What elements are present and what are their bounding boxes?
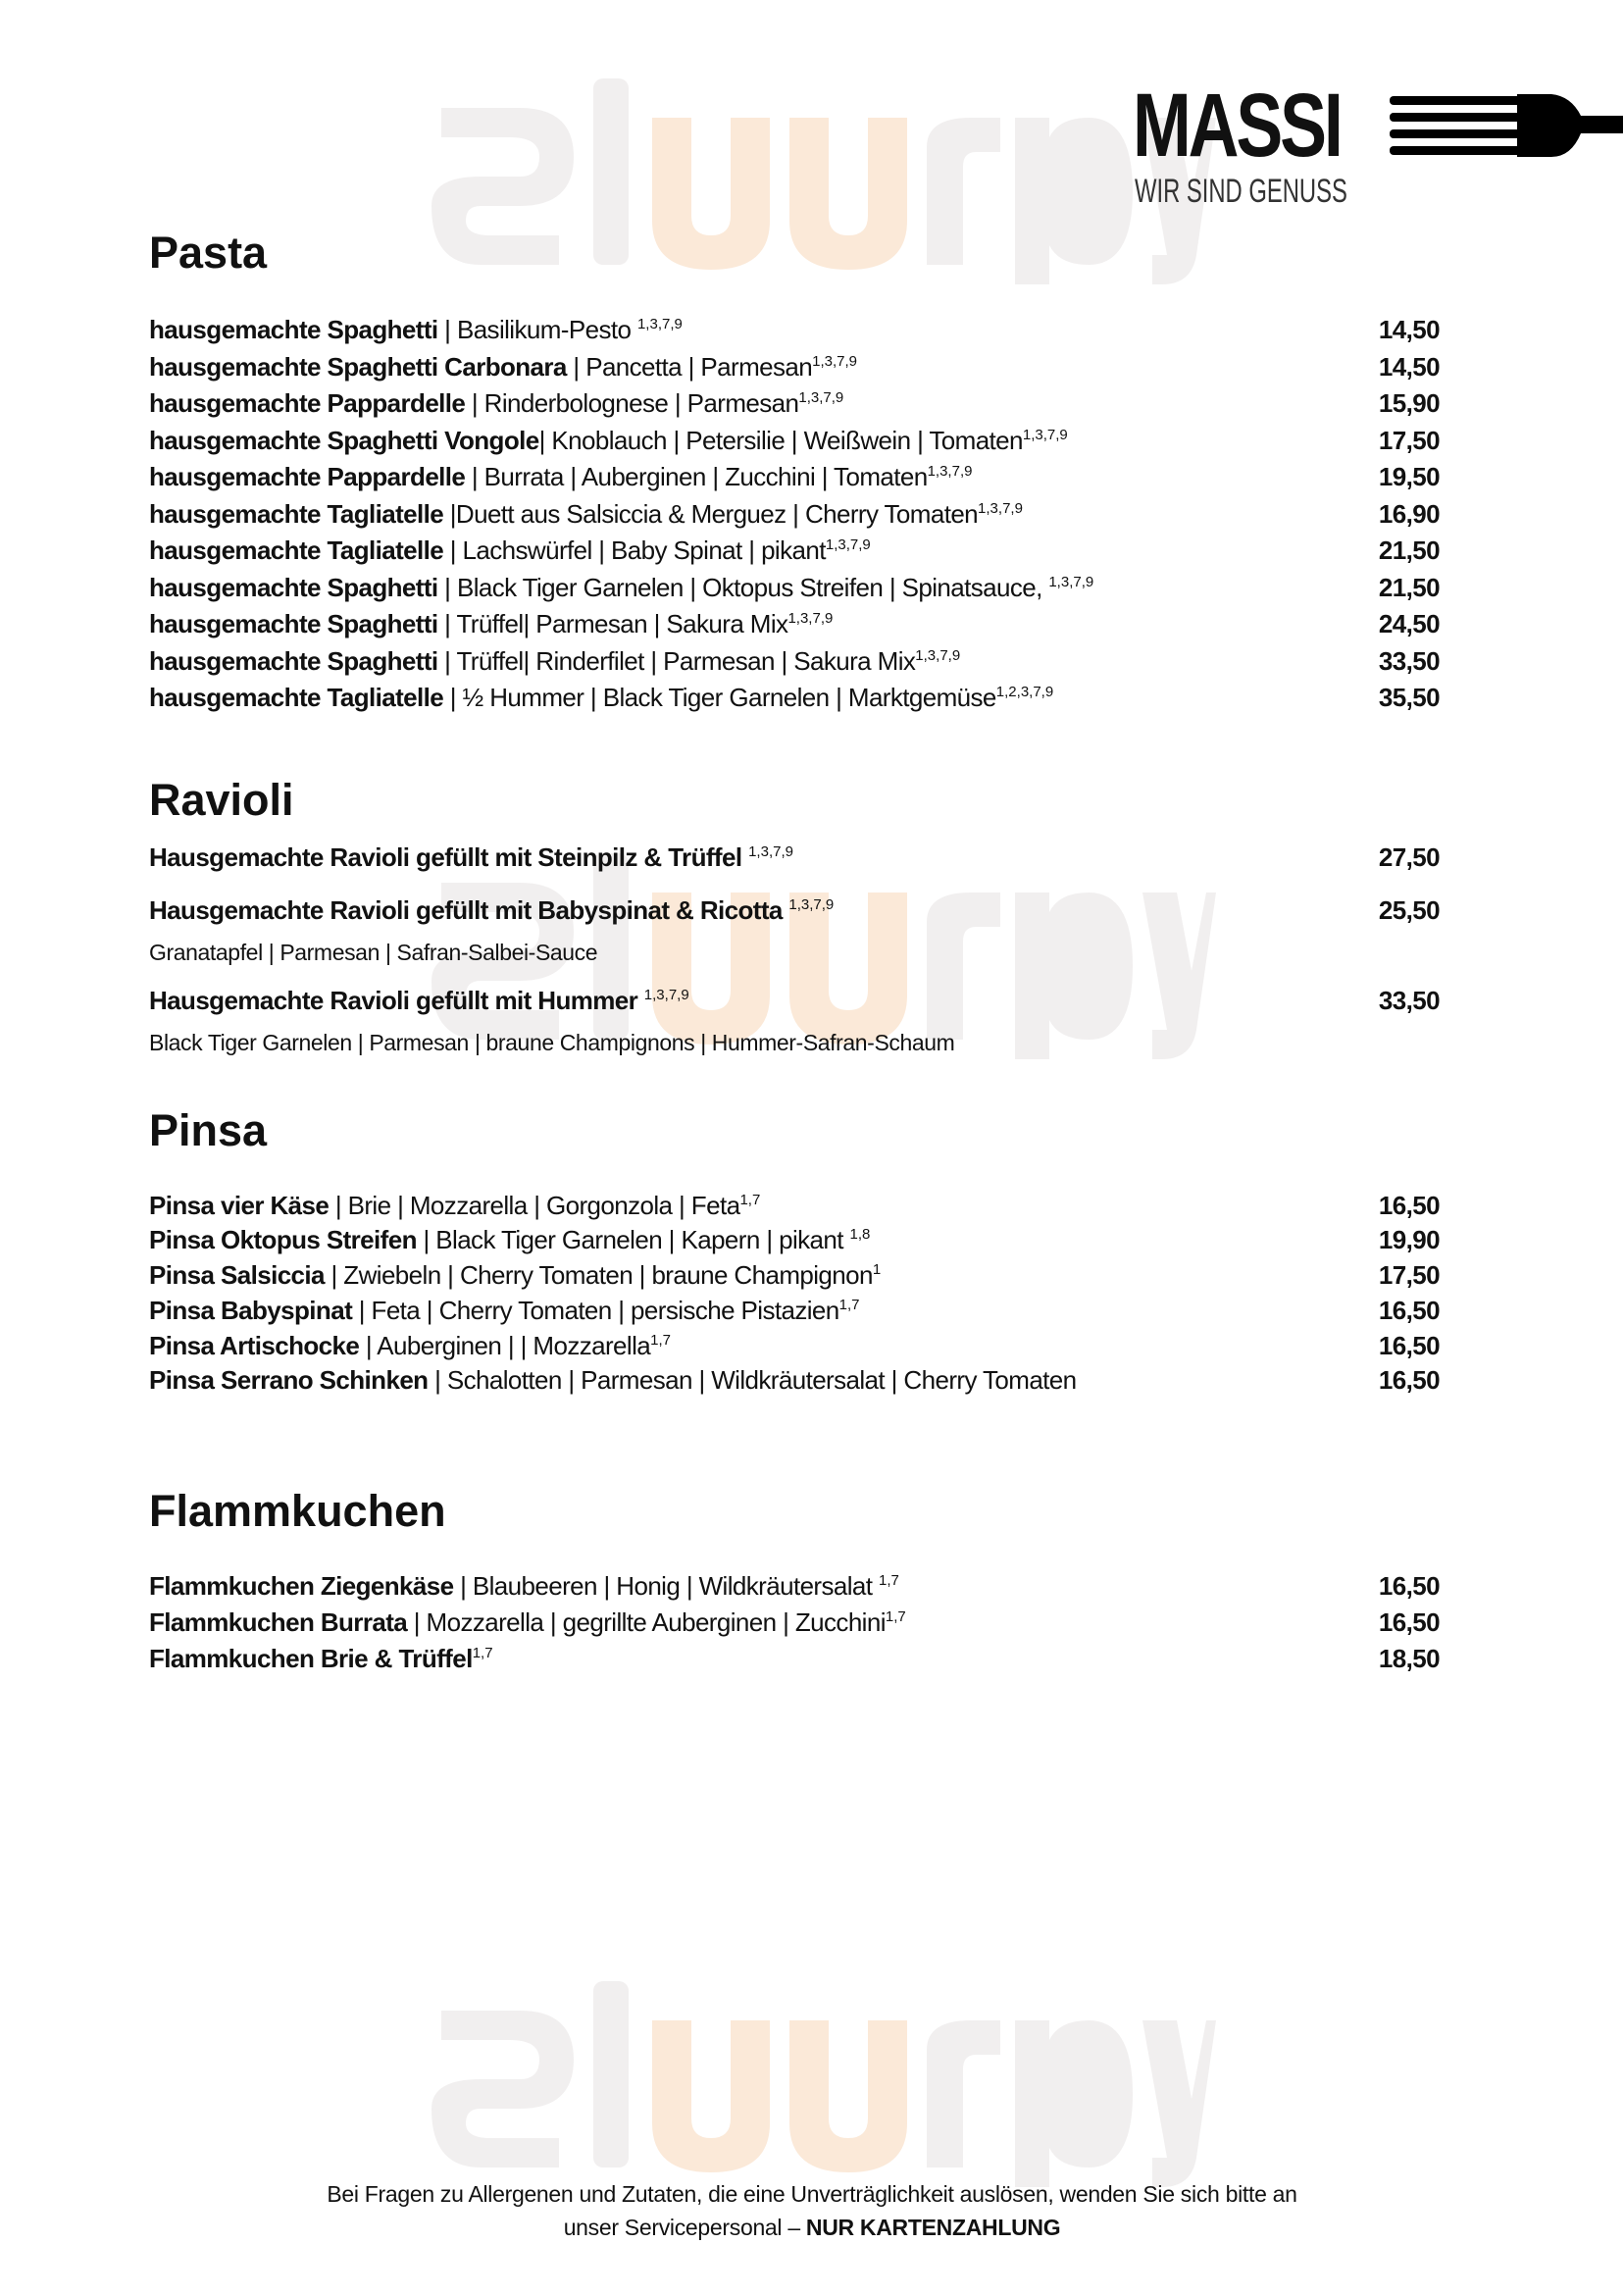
allergen-codes: 1,3,7,9 — [1048, 574, 1094, 590]
item-price: 16,50 — [1378, 1607, 1440, 1637]
item-price: 33,50 — [1378, 646, 1440, 676]
footer-note — [0, 2177, 1624, 2244]
item-price: 18,50 — [1378, 1644, 1440, 1673]
logo-tagline: WIR SIND GENUSS — [1135, 173, 1347, 210]
allergen-codes: 1,7 — [838, 1297, 860, 1313]
item-description: | ½ Hummer | Black Tiger Garnelen | Marktgemüse — [443, 683, 996, 712]
footer-line-2 — [0, 2211, 1624, 2244]
item-text — [149, 1296, 860, 1326]
item-text — [149, 895, 834, 926]
item-description: | Black Tiger Garnelen | Oktopus Streifen | Spinatsauce, — [437, 573, 1049, 602]
item-text — [149, 1571, 899, 1602]
menu-item — [149, 1331, 1440, 1361]
item-text — [149, 986, 689, 1016]
item-name: Hausgemachte Ravioli gefüllt mit Steinpilz & Trüffel — [149, 842, 749, 872]
item-price: 16,50 — [1378, 1331, 1440, 1360]
menu-item — [149, 646, 1440, 677]
item-text — [149, 683, 1053, 713]
menu-item — [149, 573, 1440, 603]
item-text — [149, 426, 1068, 456]
menu-item — [149, 426, 1440, 456]
menu-item — [149, 609, 1440, 639]
allergen-codes: 1,3,7,9 — [788, 896, 835, 913]
item-description: | Black Tiger Garnelen | Kapern | pikant — [416, 1225, 850, 1254]
item-description: | Mozzarella | gegrillte Auberginen | Zucchini — [407, 1607, 886, 1637]
allergen-codes: 1,3,7,9 — [927, 463, 973, 480]
item-description: | Auberginen | | Mozzarella — [359, 1331, 651, 1360]
item-description: |Duett aus Salsiccia & Merguez | Cherry Tomaten — [443, 499, 979, 529]
item-description: | Trüffel| Rinderfilet | Parmesan | Sakura Mix — [437, 646, 916, 676]
item-name: Flammkuchen Brie & Trüffel — [149, 1644, 473, 1673]
menu-item — [149, 842, 1440, 873]
item-text — [149, 462, 972, 492]
item-text — [149, 499, 1023, 530]
item-name: Pinsa vier Käse — [149, 1191, 330, 1220]
item-description: | Brie | Mozzarella | Gorgonzola | Feta — [329, 1191, 740, 1220]
item-text — [149, 609, 833, 639]
item-text — [149, 315, 683, 345]
menu-item — [149, 1191, 1440, 1221]
item-name: hausgemachte Tagliatelle — [149, 536, 444, 565]
allergen-codes: 1,3,7,9 — [1022, 427, 1068, 443]
item-name: hausgemachte Spaghetti — [149, 573, 438, 602]
item-price: 19,50 — [1378, 462, 1440, 491]
menu-item — [149, 1607, 1440, 1638]
menu-item — [149, 895, 1440, 926]
item-name: hausgemachte Spaghetti — [149, 315, 438, 344]
item-name: hausgemachte Pappardelle — [149, 388, 466, 418]
section-heading-ravioli: Ravioli — [149, 775, 294, 825]
section-heading-pinsa: Pinsa — [149, 1105, 268, 1155]
menu-item — [149, 1571, 1440, 1602]
item-name: Flammkuchen Ziegenkäse — [149, 1571, 454, 1601]
item-text — [149, 388, 843, 419]
item-price: 16,50 — [1378, 1365, 1440, 1395]
allergen-codes: 1,3,7,9 — [812, 353, 858, 370]
item-text — [149, 536, 871, 566]
item-description: | Schalotten | Parmesan | Wildkräutersalat | Cherry Tomaten — [428, 1365, 1077, 1395]
item-subtitle: Black Tiger Garnelen | Parmesan | braune Champignons | Hummer-Safran-Schaum — [149, 1030, 955, 1055]
item-subtitle: Granatapfel | Parmesan | Safran-Salbei-Sauce — [149, 940, 598, 965]
item-name: Flammkuchen Burrata — [149, 1607, 408, 1637]
item-text — [149, 1225, 870, 1255]
allergen-codes: 1,3,7,9 — [636, 316, 683, 332]
item-price: 14,50 — [1378, 352, 1440, 382]
item-price: 27,50 — [1378, 842, 1440, 872]
item-text — [149, 1191, 760, 1221]
item-text — [149, 646, 960, 677]
item-text — [149, 1260, 881, 1291]
item-name: hausgemachte Spaghetti Carbonara — [149, 352, 567, 382]
logo — [1133, 76, 1623, 218]
item-price: 17,50 — [1378, 1260, 1440, 1290]
menu-item — [149, 462, 1440, 492]
menu-item — [149, 683, 1440, 713]
logo-wordmark: MASSI — [1133, 76, 1341, 176]
item-price: 24,50 — [1378, 609, 1440, 638]
item-text — [149, 573, 1093, 603]
menu-item — [149, 499, 1440, 530]
item-name: hausgemachte Spaghetti — [149, 646, 438, 676]
menu-item — [149, 352, 1440, 382]
item-name: hausgemachte Spaghetti Vongole — [149, 426, 539, 455]
footer-line-1: Bei Fragen zu Allergenen und Zutaten, die eine Unverträglichkeit auslösen, wenden Sie sich bitte an — [327, 2181, 1297, 2207]
allergen-codes: 1,3,7,9 — [978, 500, 1023, 517]
footer-text: unser Servicepersonal – — [563, 2215, 806, 2240]
item-price: 19,90 — [1378, 1225, 1440, 1254]
item-name: hausgemachte Tagliatelle — [149, 683, 444, 712]
item-description: | Blaubeeren | Honig | Wildkräutersalat — [453, 1571, 880, 1601]
item-description: | Basilikum-Pesto — [437, 315, 637, 344]
item-name: hausgemachte Pappardelle — [149, 462, 466, 491]
item-text — [149, 1607, 906, 1638]
menu-item — [149, 1260, 1440, 1291]
watermark-logo — [412, 1962, 1216, 2187]
allergen-codes: 1,3,7,9 — [825, 536, 871, 553]
item-name: Pinsa Serrano Schinken — [149, 1365, 429, 1395]
item-price: 14,50 — [1378, 315, 1440, 344]
allergen-codes: 1 — [872, 1261, 882, 1278]
item-description: | Lachswürfel | Baby Spinat | pikant — [443, 536, 826, 565]
item-name: hausgemachte Spaghetti — [149, 609, 438, 638]
item-text — [149, 1365, 1077, 1396]
item-price: 21,50 — [1378, 536, 1440, 565]
item-price: 15,90 — [1378, 388, 1440, 418]
menu-item — [149, 315, 1440, 345]
allergen-codes: 1,3,7,9 — [787, 610, 834, 627]
allergen-codes: 1,7 — [879, 1572, 899, 1589]
item-name: Pinsa Artischocke — [149, 1331, 360, 1360]
menu-item — [149, 1225, 1440, 1255]
item-name: hausgemachte Tagliatelle — [149, 499, 444, 529]
item-name: Hausgemachte Ravioli gefüllt mit Hummer — [149, 986, 644, 1015]
item-description: | Feta | Cherry Tomaten | persische Pistazien — [352, 1296, 839, 1325]
item-description: | Zwiebeln | Cherry Tomaten | braune Champignon — [324, 1260, 873, 1290]
item-description: | Pancetta | Parmesan — [566, 352, 813, 382]
allergen-codes: 1,3,7,9 — [748, 843, 793, 860]
item-description: | Rinderbolognese | Parmesan — [465, 388, 799, 418]
allergen-codes: 1,2,3,7,9 — [995, 684, 1054, 700]
item-price: 25,50 — [1378, 895, 1440, 925]
allergen-codes: 1,7 — [650, 1332, 671, 1349]
item-price: 16,90 — [1378, 499, 1440, 529]
allergen-codes: 1,3,7,9 — [798, 389, 844, 406]
item-price: 16,50 — [1378, 1191, 1440, 1220]
allergen-codes: 1,7 — [739, 1192, 761, 1208]
item-price: 21,50 — [1378, 573, 1440, 602]
item-price: 33,50 — [1378, 986, 1440, 1015]
item-price: 16,50 — [1378, 1571, 1440, 1601]
item-name: Pinsa Salsiccia — [149, 1260, 325, 1290]
allergen-codes: 1,7 — [885, 1608, 906, 1625]
item-name: Pinsa Oktopus Streifen — [149, 1225, 417, 1254]
item-description: | Trüffel| Parmesan | Sakura Mix — [437, 609, 788, 638]
item-description: | Knoblauch | Petersilie | Weißwein | Tomaten — [538, 426, 1023, 455]
menu-item — [149, 1365, 1440, 1396]
allergen-codes: 1,3,7,9 — [643, 987, 689, 1003]
menu-item — [149, 388, 1440, 419]
payment-note: NUR KARTENZAHLUNG — [805, 2215, 1061, 2240]
section-heading-flammkuchen: Flammkuchen — [149, 1486, 446, 1536]
menu-item — [149, 536, 1440, 566]
menu-item — [149, 1296, 1440, 1326]
item-price: 16,50 — [1378, 1296, 1440, 1325]
item-name: Pinsa Babyspinat — [149, 1296, 353, 1325]
item-description: | Burrata | Auberginen | Zucchini | Tomaten — [465, 462, 928, 491]
item-text — [149, 842, 793, 873]
menu-item — [149, 1644, 1440, 1674]
section-heading-pasta: Pasta — [149, 228, 268, 278]
item-text — [149, 352, 857, 382]
menu-item — [149, 986, 1440, 1016]
item-price: 17,50 — [1378, 426, 1440, 455]
item-text — [149, 1331, 671, 1361]
allergen-codes: 1,7 — [472, 1645, 493, 1661]
allergen-codes: 1,3,7,9 — [915, 647, 961, 664]
fork-icon — [1390, 86, 1623, 165]
item-name: Hausgemachte Ravioli gefüllt mit Babyspinat & Ricotta — [149, 895, 789, 925]
item-price: 35,50 — [1378, 683, 1440, 712]
allergen-codes: 1,8 — [849, 1226, 871, 1243]
item-text — [149, 1644, 493, 1674]
